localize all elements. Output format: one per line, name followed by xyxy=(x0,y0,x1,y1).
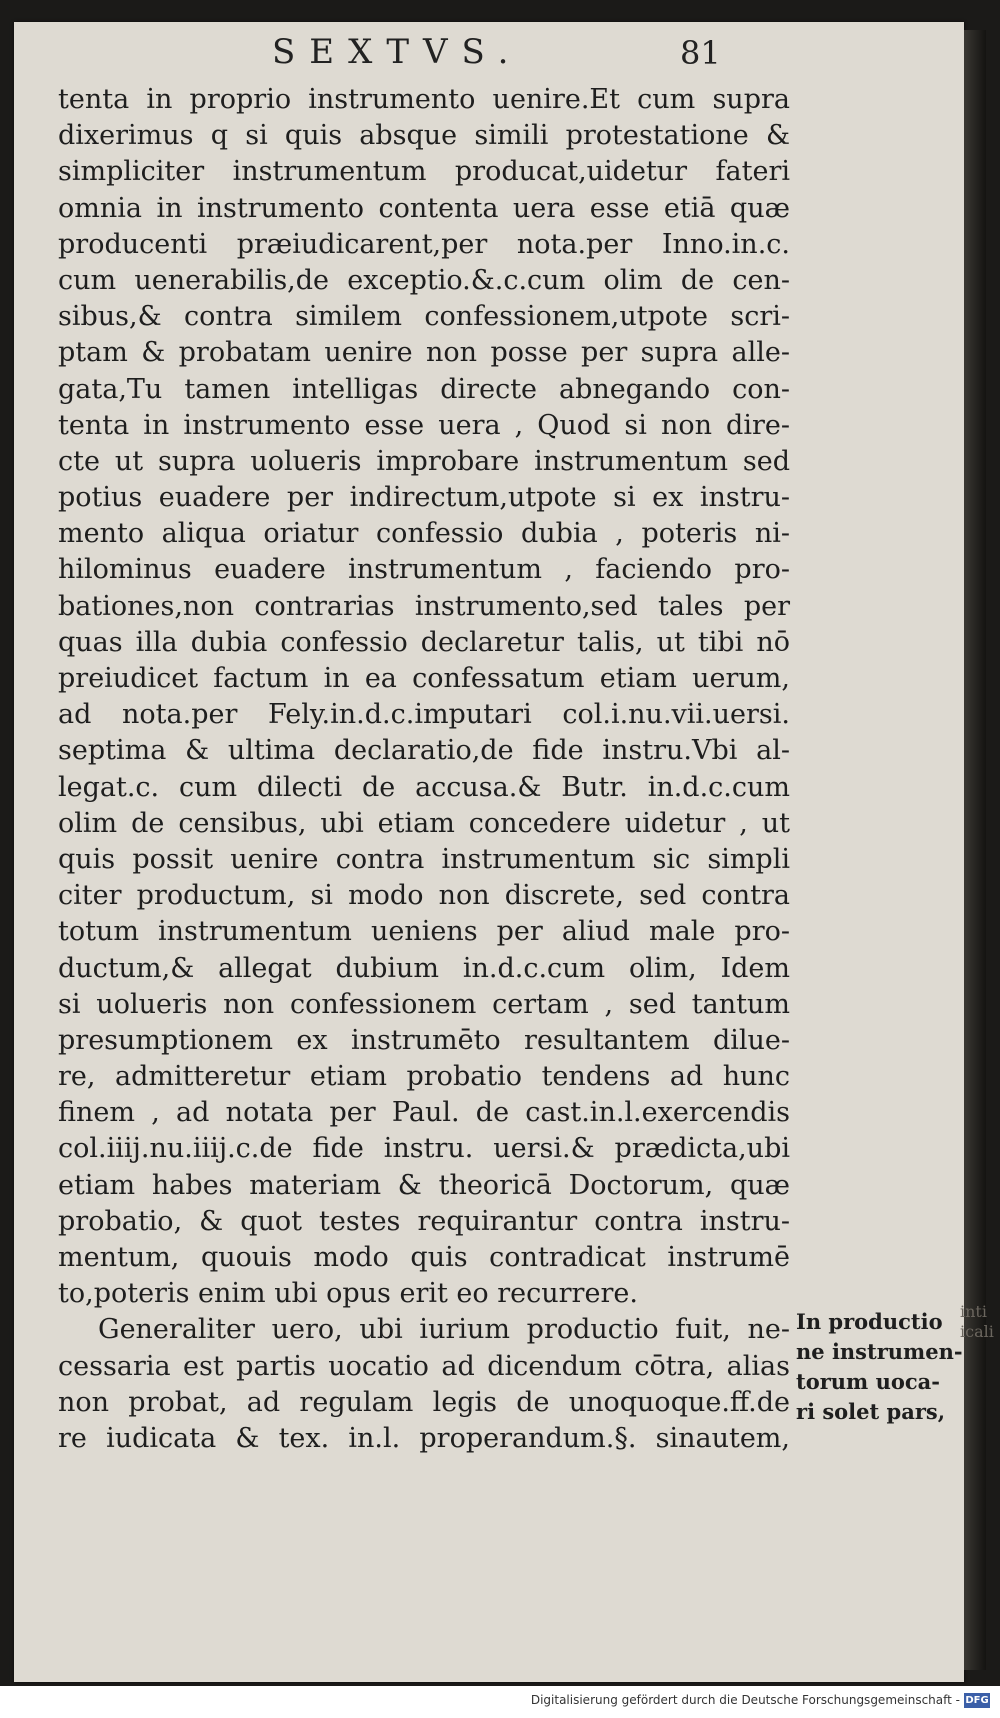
text-line: sibus,& contra similem confessionem,utpote scri- xyxy=(58,301,790,333)
text-line: producenti præiudicarent,per nota.per Inno.in.c. xyxy=(58,228,790,260)
text-line: probatio, & quot testes requirantur contra instru- xyxy=(58,1205,790,1237)
text-line: mentum, quouis modo quis contradicat instrumē xyxy=(58,1242,790,1273)
marginal-note-line: ri solet pars, xyxy=(796,1399,946,1424)
text-line: re iudicata & tex. in.l. properandum.§. sinautem, xyxy=(58,1422,790,1454)
text-line: ductum,& allegat dubium in.d.c.cum olim, Idem xyxy=(58,952,790,984)
digitization-footer xyxy=(0,1686,1000,1718)
page-edge-shadow xyxy=(964,30,986,1670)
text-line: septima & ultima declaratio,de fide instru.Vbi al- xyxy=(58,735,790,767)
text-line: potius euadere per indirectum,utpote si ex instru- xyxy=(58,482,790,514)
text-line: Generaliter uero, ubi iurium productio fuit, ne- xyxy=(98,1314,790,1346)
text-line: quis possit uenire contra instrumentum sic simpli xyxy=(58,843,790,875)
running-head: SEXTVS. xyxy=(272,32,523,72)
text-line: non probat, ad regulam legis de unoquoque.ff.de xyxy=(58,1386,790,1418)
text-line: to,poteris enim ubi opus erit eo recurrere. xyxy=(58,1278,638,1310)
text-line: mento aliqua oriatur confessio dubia , poteris ni- xyxy=(58,518,790,550)
text-line: hilominus euadere instrumentum , faciendo pro- xyxy=(58,554,790,586)
marginal-note xyxy=(796,1307,963,1427)
marginal-note-line: torum uoca- xyxy=(796,1369,940,1394)
text-line: ad nota.per Fely.in.d.c.imputari col.i.nu.vii.uersi. xyxy=(58,699,790,731)
text-line: totum instrumentum ueniens per aliud male pro- xyxy=(58,916,790,948)
text-line: tenta in instrumento esse uera , Quod si non dire- xyxy=(58,409,790,441)
text-line: quas illa dubia confessio declaretur talis, ut tibi nō xyxy=(58,626,790,658)
dfg-logo: DFG xyxy=(965,1695,989,1706)
text-line: col.iiij.nu.iiij.c.de fide instru. uersi.& prædicta,ubi xyxy=(58,1133,790,1165)
text-line: presumptionem ex instrumēto resultantem dilue- xyxy=(58,1024,790,1056)
main-text-block xyxy=(58,82,790,1457)
text-line: cum uenerabilis,de exceptio.&.c.cum olim de cen- xyxy=(58,264,790,296)
text-line: cte ut supra uolueris improbare instrumentum sed xyxy=(58,445,790,477)
text-line: olim de censibus, ubi etiam concedere uidetur , ut xyxy=(58,807,790,839)
text-line: ptam & probatam uenire non posse per supra alle- xyxy=(58,337,790,369)
text-line: dixerimus q si quis absque simili protestatione & xyxy=(58,120,790,152)
text-line: tenta in proprio instrumento uenire.Et cum supra xyxy=(58,84,790,115)
text-line: etiam habes materiam & theoricā Doctorum, quæ xyxy=(58,1169,790,1201)
text-line: preiudicet factum in ea confessatum etiam uerum, xyxy=(58,663,790,694)
text-line: omnia in instrumento contenta uera esse etiā quæ xyxy=(58,192,790,224)
text-line: simpliciter instrumentum producat,uidetur fateri xyxy=(58,156,790,188)
page-header xyxy=(62,28,762,74)
text-line: finem , ad notata per Paul. de cast.in.l.exercendis xyxy=(58,1097,790,1129)
text-line: si uolueris non confessionem certam , sed tantum xyxy=(58,988,790,1020)
marginal-note-line: In productio xyxy=(796,1309,943,1334)
text-line: re, admitteretur etiam probatio tendens ad hunc xyxy=(58,1061,790,1093)
text-line: citer productum, si modo non discrete, sed contra xyxy=(58,880,790,912)
text-line: bationes,non contrarias instrumento,sed tales per xyxy=(58,590,790,622)
text-line: legat.c. cum dilecti de accusa.& Butr. in.d.c.cum xyxy=(58,771,790,803)
footer-credit: Digitalisierung gefördert durch die Deutsche Forschungsgemeinschaft - xyxy=(530,1693,960,1707)
text-line: cessaria est partis uocatio ad dicendum cōtra, alias xyxy=(58,1350,790,1382)
marginal-note-line: ne instrumen- xyxy=(796,1339,963,1364)
next-page-bleed-text: inti icali xyxy=(960,1302,994,1341)
page-number: 81 xyxy=(680,34,721,72)
text-line: gata,Tu tamen intelligas directe abnegando con- xyxy=(58,373,790,405)
